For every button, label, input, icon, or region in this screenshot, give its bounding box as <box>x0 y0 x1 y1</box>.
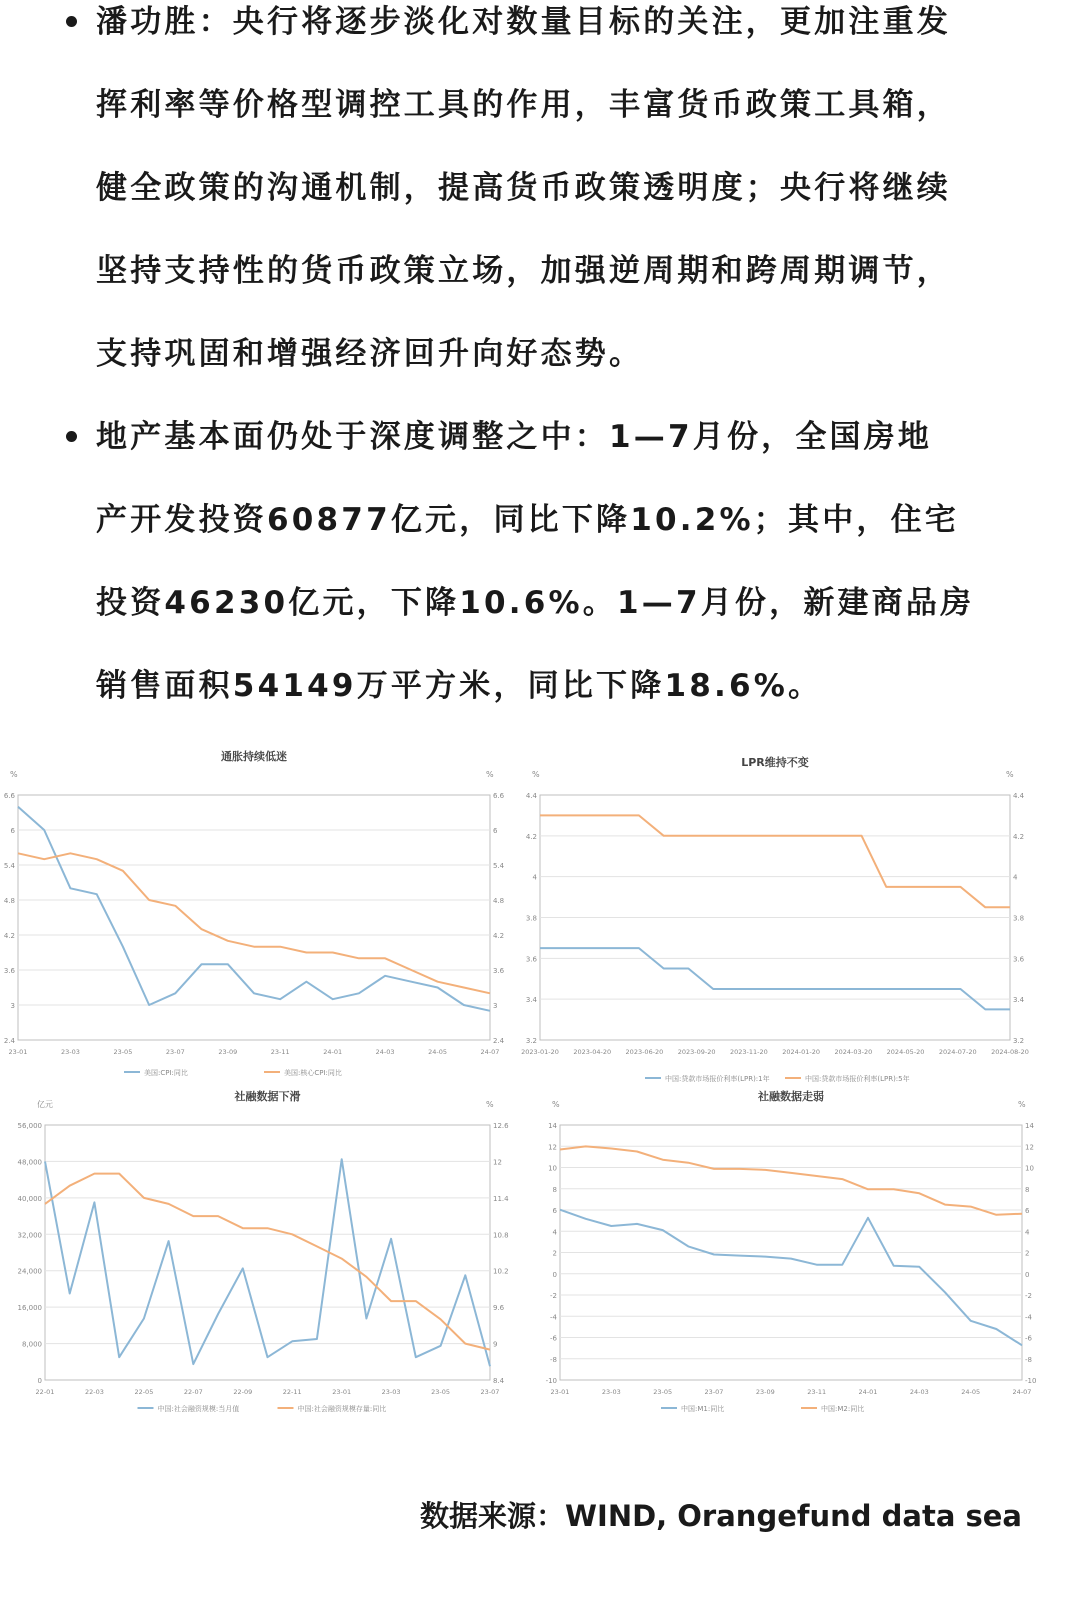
bullet-dot <box>66 16 77 27</box>
legend-label: 中国:贷款市场报价利率(LPR):5年 <box>805 1075 910 1083</box>
y-tick-label-right: 10.8 <box>493 1231 509 1240</box>
y-tick-label: 12 <box>548 1143 557 1152</box>
y-tick-label-right: -10 <box>1025 1377 1037 1385</box>
x-tick-label: 24-05 <box>428 1048 448 1056</box>
x-tick-label: 2024-05-20 <box>886 1048 925 1056</box>
y-tick-label: 10 <box>548 1164 557 1173</box>
y-tick-label: 4 <box>532 873 537 882</box>
y-tick-label-right: -8 <box>1025 1355 1032 1364</box>
x-tick-label: 2024-03-20 <box>834 1048 873 1056</box>
chart-title: LPR维持不变 <box>741 756 809 769</box>
y-tick-label: 3.4 <box>525 996 537 1005</box>
bullet-line: 投资46230亿元，下降10.6%。1—7月份，新建商品房 <box>96 585 975 621</box>
y-tick-label-right: -6 <box>1025 1334 1032 1343</box>
y-tick-label: 8 <box>552 1185 557 1194</box>
y-tick-label: 40,000 <box>17 1194 42 1203</box>
legend-label: 中国:M1:同比 <box>681 1405 725 1413</box>
unit-left: % <box>10 770 18 779</box>
y-tick-label-right: 2 <box>1025 1249 1030 1258</box>
y-tick-label-right: 4 <box>1025 1228 1030 1237</box>
x-tick-label: 2023-09-20 <box>677 1048 716 1056</box>
y-tick-label: 8,000 <box>21 1340 42 1349</box>
y-tick-label: 3 <box>10 1002 15 1010</box>
x-tick-label: 2024-07-20 <box>938 1048 977 1056</box>
series-line-2 <box>45 1174 490 1350</box>
y-tick-label: 6 <box>552 1207 557 1215</box>
chart-title: 通胀持续低迷 <box>221 750 287 763</box>
y-tick-label-right: 3.6 <box>493 967 505 975</box>
y-tick-label: 6.6 <box>3 792 15 800</box>
y-tick-label: 2 <box>552 1249 557 1258</box>
legend-label: 中国:贷款市场报价利率(LPR):1年 <box>665 1075 770 1083</box>
unit-right: % <box>486 1100 494 1109</box>
x-tick-label: 23-07 <box>165 1048 185 1056</box>
x-tick-label: 23-09 <box>218 1048 238 1056</box>
y-tick-label-right: 4.2 <box>493 932 505 940</box>
x-tick-label: 23-01 <box>8 1048 28 1056</box>
y-tick-label-right: 6.6 <box>493 792 505 800</box>
y-tick-label-right: 11.4 <box>493 1194 509 1203</box>
y-tick-label: 3.6 <box>3 967 15 975</box>
y-tick-label-right: 3.8 <box>1013 914 1025 923</box>
plot-frame <box>18 795 490 1040</box>
x-tick-label: 23-11 <box>807 1388 827 1396</box>
y-tick-label-right: 9 <box>493 1340 498 1349</box>
series-line-1 <box>45 1159 490 1366</box>
x-tick-label: 2024-08-20 <box>991 1048 1029 1056</box>
series-line-2 <box>18 853 490 993</box>
x-tick-label: 23-03 <box>381 1388 401 1396</box>
y-tick-label: 4.2 <box>525 832 537 841</box>
y-tick-label: 4.8 <box>3 897 15 905</box>
unit-right: % <box>1006 770 1014 779</box>
y-tick-label-right: 10.2 <box>493 1267 509 1276</box>
x-tick-label: 2023-11-20 <box>729 1048 768 1056</box>
series-line-1 <box>18 807 490 1011</box>
chart-panel-1 <box>4 749 505 1077</box>
x-tick-label: 2024-01-20 <box>782 1048 821 1056</box>
y-tick-label-right: 12.6 <box>493 1122 509 1130</box>
y-tick-label: 16,000 <box>17 1304 42 1313</box>
x-tick-label: 24-05 <box>961 1388 981 1396</box>
y-tick-label: 3.8 <box>525 914 537 923</box>
series-line-2 <box>540 815 1010 907</box>
y-tick-label: 5.4 <box>3 862 15 870</box>
y-tick-label-right: 6 <box>493 827 498 835</box>
y-tick-label-right: 10 <box>1025 1164 1034 1173</box>
y-tick-label: 0 <box>552 1270 557 1279</box>
y-tick-label-right: 4 <box>1013 873 1018 882</box>
y-tick-label: 4 <box>552 1228 557 1237</box>
x-tick-label: 23-03 <box>601 1388 621 1396</box>
bullet-dot <box>66 431 77 442</box>
y-tick-label: 4.4 <box>525 792 537 800</box>
y-tick-label-right: 12 <box>1025 1143 1034 1152</box>
y-tick-label: 32,000 <box>17 1231 42 1240</box>
bullet-line: 挥利率等价格型调控工具的作用，丰富货币政策工具箱， <box>96 87 951 123</box>
y-tick-label-right: 12 <box>493 1158 502 1167</box>
unit-left: % <box>552 1100 560 1109</box>
x-tick-label: 23-01 <box>332 1388 352 1396</box>
unit-left: % <box>532 770 540 779</box>
x-tick-label: 24-03 <box>375 1048 395 1056</box>
y-tick-label-right: 14 <box>1025 1122 1034 1130</box>
x-tick-label: 23-11 <box>270 1048 290 1056</box>
y-tick-label: 48,000 <box>17 1158 42 1167</box>
x-tick-label: 23-05 <box>113 1048 133 1056</box>
x-tick-label: 22-01 <box>35 1388 55 1396</box>
x-tick-label: 23-07 <box>480 1388 500 1396</box>
x-tick-label: 22-05 <box>134 1388 154 1396</box>
charts-grid <box>0 740 1080 1440</box>
x-tick-label: 2023-04-20 <box>573 1048 612 1056</box>
legend-label: 中国:社会融资规模:当月值 <box>157 1405 240 1413</box>
bullet-line: 产开发投资60877亿元，同比下降10.2%；其中，住宅 <box>96 502 959 538</box>
x-tick-label: 23-05 <box>431 1388 451 1396</box>
y-tick-label-right: -2 <box>1025 1292 1032 1300</box>
bullet-2 <box>60 415 1076 747</box>
bullet-line: 支持巩固和增强经济回升向好态势。 <box>96 336 644 372</box>
y-tick-label-right: 0 <box>1025 1270 1030 1279</box>
chart-title: 社融数据下滑 <box>234 1090 301 1103</box>
bullet-line: 健全政策的沟通机制，提高货币政策透明度；央行将继续 <box>96 170 951 206</box>
y-tick-label-right: 3 <box>493 1002 498 1010</box>
y-tick-label: -2 <box>550 1292 557 1300</box>
source-note: 数据来源：WIND, Orangefund data sea <box>420 1499 1022 1533</box>
y-tick-label-right: 3.6 <box>1013 955 1025 964</box>
x-tick-label: 24-07 <box>1012 1388 1032 1396</box>
x-tick-label: 24-03 <box>909 1388 929 1396</box>
plot-frame <box>45 1125 490 1380</box>
x-tick-label: 22-09 <box>233 1388 253 1396</box>
x-tick-label: 22-11 <box>282 1388 302 1396</box>
y-tick-label-right: 4.4 <box>1013 792 1025 800</box>
legend-label: 美国:核心CPI:同比 <box>284 1069 342 1077</box>
y-tick-label-right: 5.4 <box>493 862 505 870</box>
y-tick-label: 56,000 <box>17 1122 42 1130</box>
y-tick-label: -8 <box>550 1355 557 1364</box>
unit-right: % <box>1018 1100 1026 1109</box>
y-tick-label: -10 <box>545 1377 557 1385</box>
y-tick-label-right: 4.2 <box>1013 832 1025 841</box>
y-tick-label: -4 <box>550 1313 557 1322</box>
bullet-line: 地产基本面仍处于深度调整之中：1—7月份，全国房地 <box>96 419 933 455</box>
y-tick-label-right: 3.2 <box>1013 1037 1025 1045</box>
bullet-1 <box>60 0 1076 415</box>
y-tick-label: 24,000 <box>17 1267 42 1276</box>
y-tick-label: 14 <box>548 1122 557 1130</box>
y-tick-label-right: 8.4 <box>493 1377 505 1385</box>
legend-label: 中国:社会融资规模存量:同比 <box>297 1405 387 1413</box>
y-tick-label-right: 4.8 <box>493 897 505 905</box>
y-tick-label: 6 <box>10 827 15 835</box>
y-tick-label: 3.6 <box>525 955 537 964</box>
x-tick-label: 22-03 <box>84 1388 104 1396</box>
x-tick-label: 23-05 <box>653 1388 673 1396</box>
chart-title: 社融数据走弱 <box>758 1090 824 1103</box>
y-tick-label: 0 <box>37 1377 42 1385</box>
x-tick-label: 2023-01-20 <box>521 1048 559 1056</box>
chart-panel-4 <box>546 1089 1037 1413</box>
chart-panel-2 <box>521 755 1029 1083</box>
series-line-2 <box>560 1146 1022 1214</box>
x-tick-label: 23-01 <box>550 1388 570 1396</box>
y-tick-label-right: 3.4 <box>1013 996 1025 1005</box>
y-tick-label-right: 6 <box>1025 1207 1030 1215</box>
legend-label: 美国:CPI:同比 <box>144 1069 188 1077</box>
y-tick-label-right: -4 <box>1025 1313 1032 1322</box>
x-tick-label: 2023-06-20 <box>625 1048 664 1056</box>
bullet-line: 坚持支持性的货币政策立场，加强逆周期和跨周期调节， <box>96 253 951 289</box>
unit-left: 亿元 <box>37 1100 53 1109</box>
x-tick-label: 23-07 <box>704 1388 724 1396</box>
y-tick-label-right: 2.4 <box>493 1037 505 1045</box>
y-tick-label-right: 8 <box>1025 1185 1030 1194</box>
series-line-1 <box>540 948 1010 1009</box>
x-tick-label: 24-07 <box>480 1048 500 1056</box>
y-tick-label: -6 <box>550 1334 557 1343</box>
x-tick-label: 24-01 <box>858 1388 878 1396</box>
x-tick-label: 24-01 <box>323 1048 343 1056</box>
y-tick-label: 4.2 <box>3 932 15 940</box>
x-tick-label: 22-07 <box>183 1388 203 1396</box>
series-line-1 <box>560 1210 1022 1346</box>
chart-panel-3 <box>18 1089 510 1413</box>
x-tick-label: 23-03 <box>60 1048 80 1056</box>
x-tick-label: 23-09 <box>755 1388 775 1396</box>
bullet-line: 销售面积54149万平方米，同比下降18.6%。 <box>96 668 823 704</box>
unit-right: % <box>486 770 494 779</box>
legend-label: 中国:M2:同比 <box>821 1405 865 1413</box>
bullet-line: 潘功胜：央行将逐步淡化对数量目标的关注，更加注重发 <box>96 4 951 40</box>
y-tick-label: 2.4 <box>3 1037 15 1045</box>
y-tick-label: 3.2 <box>525 1037 537 1045</box>
y-tick-label-right: 9.6 <box>493 1304 505 1313</box>
